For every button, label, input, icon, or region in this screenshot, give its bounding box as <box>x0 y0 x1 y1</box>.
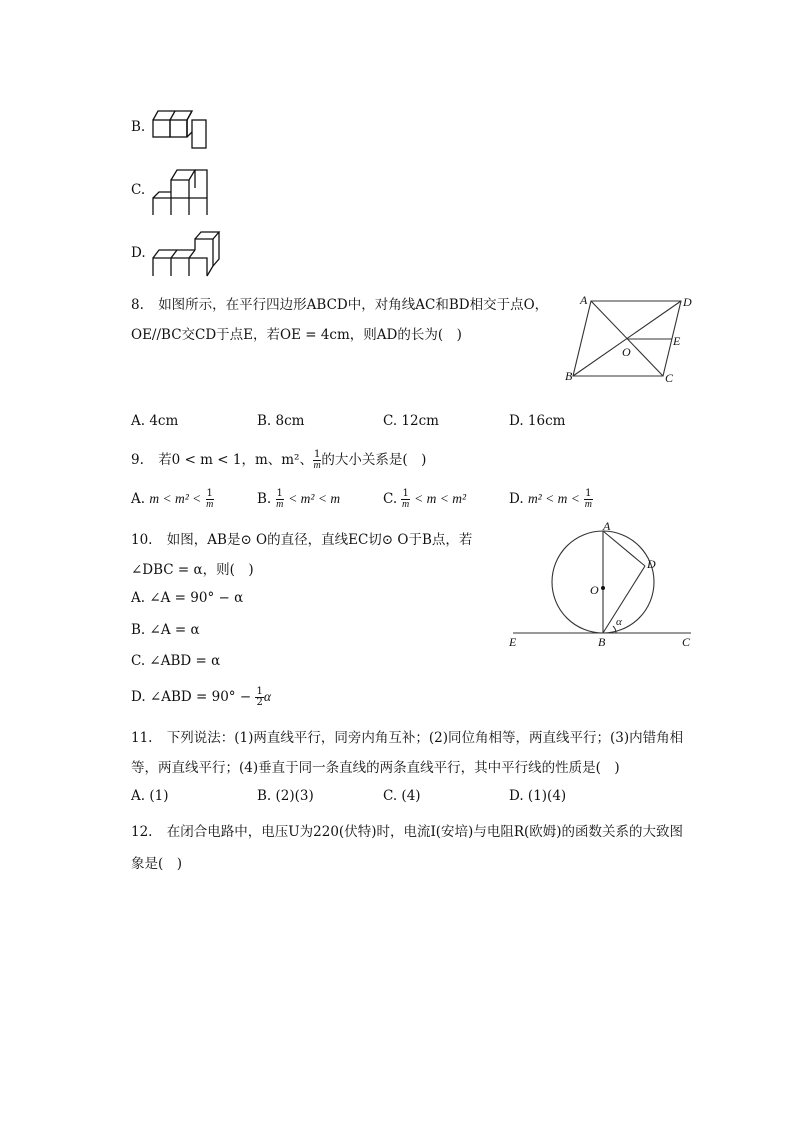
q9-stem-suffix: 的大小关系是( ) <box>321 452 427 468</box>
q10-center-dot <box>601 586 605 590</box>
q10-option-d[interactable]: D. ∠ABD = 90° − $\frac{1}{2}$ α <box>131 686 271 708</box>
q10-label-d: D <box>647 557 656 571</box>
q11-option-d[interactable]: D. (1)(4) <box>509 788 567 804</box>
q8-option-a[interactable]: A. 4cm <box>131 413 179 429</box>
q10-label-o: O <box>590 583 599 597</box>
q11-stem-line1 <box>131 726 683 746</box>
q7-option-c-label[interactable]: C. <box>131 182 146 198</box>
q8-stem-line2: OE//BC交CD于点E，若OE = 4cm，则AD的长为( ) <box>131 327 462 343</box>
q10-label-alpha: α <box>616 616 622 628</box>
q10-label-b: B <box>598 635 606 649</box>
q8-label-e: E <box>673 334 681 348</box>
q11-option-c[interactable]: C. (4) <box>383 788 421 804</box>
q9-option-a[interactable]: A. m < m² < $\frac{1}{m}$ <box>131 488 214 510</box>
q7-option-c-figure <box>150 165 212 217</box>
q10-stem-line2: ∠DBC = α，则( ) <box>131 562 254 578</box>
q11-text-line1: 下列说法：(1)两直线平行，同旁内角互补；(2)同位角相等，两直线平行；(3)内错角相 <box>166 730 684 746</box>
q9-option-d[interactable]: D. m² < m < $\frac{1}{m}$ <box>509 488 592 510</box>
q9-option-c[interactable]: C. $\frac{1}{m}$ < m < m² <box>383 488 466 510</box>
q8-label-b: B <box>565 369 573 383</box>
q7-option-d-figure <box>150 229 222 279</box>
q9-stem-fraction: $\frac{1}{m}$ <box>313 449 321 471</box>
q8-parallelogram-figure <box>560 290 700 390</box>
q8-option-c[interactable]: C. 12cm <box>383 413 439 429</box>
q7-option-b-label[interactable]: B. <box>131 119 146 135</box>
q8-label-a: A <box>580 293 588 307</box>
q8-label-o: O <box>622 345 631 359</box>
q11-stem-line2: 等，两直线平行；(4)垂直于同一条直线的两条直线平行，其中平行线的性质是( ) <box>131 760 620 776</box>
q12-stem-line1 <box>131 820 683 840</box>
q10-stem-line1 <box>131 528 472 548</box>
q12-text-line1: 在闭合电路中，电压U为220(伏特)时，电流I(安培)与电阻R(欧姆)的函数关系的大致图 <box>166 824 684 840</box>
q9-stem-prefix: 若0 < m < 1，m、m²、 <box>158 452 313 468</box>
q8-label-c: C <box>665 371 674 385</box>
q10-number: 10. <box>131 532 153 548</box>
q11-option-b[interactable]: B. (2)(3) <box>257 788 314 804</box>
q8-option-b[interactable]: B. 8cm <box>257 413 305 429</box>
q10-option-b[interactable]: B. ∠A = α <box>131 622 200 638</box>
q9-number: 9. <box>131 452 144 468</box>
q10-text-line1: 如图，AB是⊙ O的直径，直线EC切⊙ O于B点，若 <box>166 532 473 548</box>
q7-option-b-figure <box>150 108 210 150</box>
q8-number: 8. <box>131 297 144 313</box>
q10-label-c: C <box>682 635 691 649</box>
q10-label-a: A <box>603 522 611 533</box>
q8-label-d: D <box>683 295 692 309</box>
q9-option-b[interactable]: B. $\frac{1}{m}$ < m² < m <box>257 488 341 510</box>
q10-circle-figure <box>505 522 697 650</box>
q8-option-d[interactable]: D. 16cm <box>509 413 566 429</box>
q10-option-a[interactable]: A. ∠A = 90° − α <box>131 590 244 606</box>
q7-option-d-label[interactable]: D. <box>131 245 146 261</box>
q12-number: 12. <box>131 824 153 840</box>
q10-option-c[interactable]: C. ∠ABD = α <box>131 653 221 669</box>
q8-stem-line1 <box>131 293 548 313</box>
q9-stem <box>131 448 426 471</box>
q8-text-line1: 如图所示，在平行四边形ABCD中，对角线AC和BD相交于点O， <box>158 297 549 313</box>
q11-number: 11. <box>131 730 153 746</box>
q10-label-e: E <box>509 635 517 649</box>
q12-stem-line2: 象是( ) <box>131 856 183 872</box>
q11-option-a[interactable]: A. (1) <box>131 788 169 804</box>
